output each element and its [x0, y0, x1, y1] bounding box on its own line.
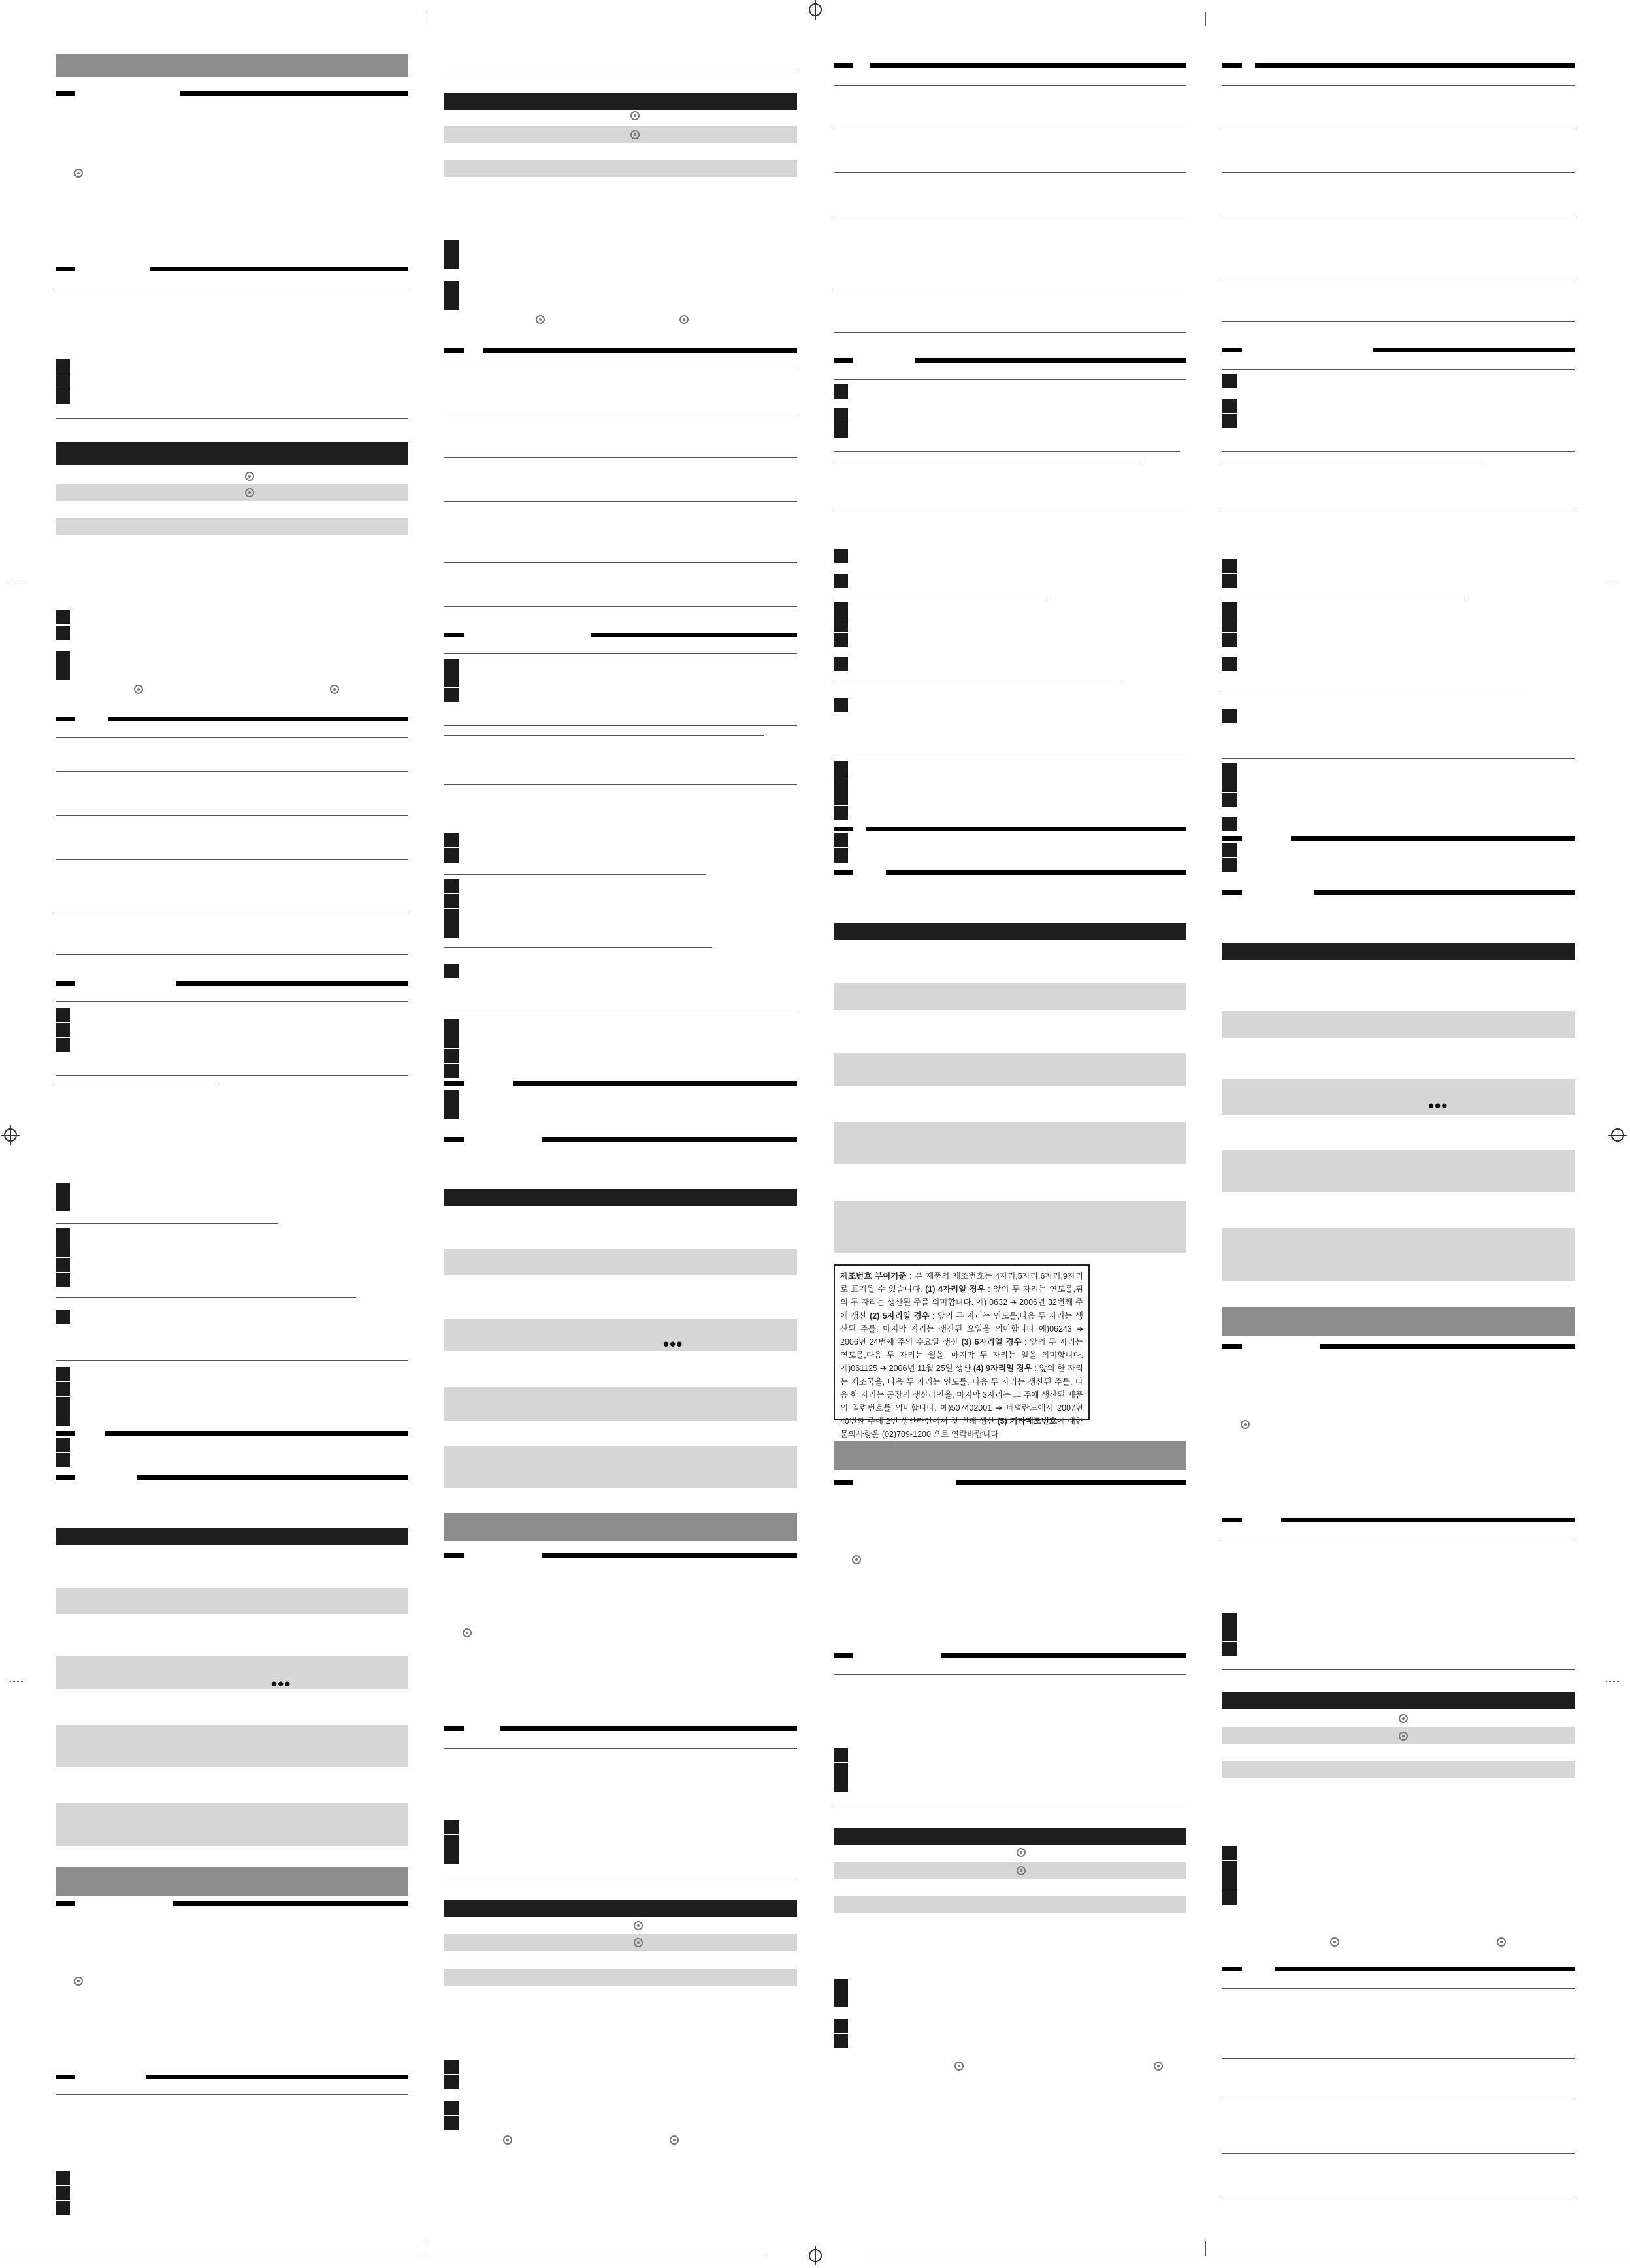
bullet-icon	[634, 1938, 643, 1947]
bullet-icon	[503, 2135, 512, 2145]
step-number	[834, 2034, 848, 2048]
bullet-icon	[630, 130, 640, 139]
fold-mark	[1205, 12, 1206, 26]
fold-mark	[1606, 585, 1620, 586]
step-number	[1222, 1890, 1237, 1905]
step-number	[1222, 793, 1237, 807]
heading-rule	[1275, 1967, 1575, 1971]
step-number	[56, 2171, 70, 2185]
heading-rule	[834, 827, 853, 831]
heading-rule	[834, 1480, 853, 1485]
table-header-band	[444, 93, 797, 110]
heading-rule	[56, 1431, 75, 1436]
step-number	[56, 1273, 70, 1287]
step-number	[834, 617, 848, 632]
step-number	[56, 1197, 70, 1211]
step-number	[834, 1993, 848, 2007]
step-number	[56, 1243, 70, 1257]
step-number	[834, 1748, 848, 1762]
step-number	[56, 1038, 70, 1052]
heading-rule	[1255, 63, 1575, 68]
step-number	[1222, 617, 1237, 632]
page-column-1	[56, 0, 408, 2268]
table-header-band	[444, 1189, 797, 1206]
divider	[1222, 451, 1575, 452]
divider	[56, 418, 408, 419]
table-row-band	[1222, 1011, 1575, 1038]
step-number	[56, 2201, 70, 2215]
step-number	[56, 665, 70, 680]
heading-rule	[444, 1726, 464, 1731]
step-number	[834, 1979, 848, 1993]
step-number	[56, 1438, 70, 1452]
table-row-band	[56, 484, 408, 501]
notice-case-label: (3) 6자리일 경우	[961, 1338, 1022, 1347]
step-number	[56, 1258, 70, 1272]
table-header-band	[1222, 943, 1575, 960]
step-number	[56, 651, 70, 665]
step-number	[56, 1008, 70, 1022]
step-number	[1222, 414, 1237, 428]
step-number	[1222, 843, 1237, 857]
divider	[444, 457, 797, 458]
notice-case-text: : 앞의 한 자리는 제조국을, 다음 두 자리는 연도를, 다음 두 자리는 생산된 주를, 다음 한 자리는 공장의 생산라인을, 마지막 3자리는 그 주에 생산된 제품의 일련번호를 의미합니다. 예)507402001 ➔ 네덜란드에서 2007년 40번째 주에 2번 생산라인에서 첫 번째 생산	[840, 1364, 1083, 1426]
table-row-band	[834, 1896, 1186, 1913]
step-number	[1222, 1875, 1237, 1890]
table-row-band	[1222, 1761, 1575, 1778]
table-row-band	[834, 1201, 1186, 1253]
step-number	[444, 255, 459, 269]
heading-rule	[483, 348, 797, 353]
heading-rule	[542, 1553, 797, 1558]
step-number	[834, 574, 848, 588]
divider	[444, 1748, 797, 1749]
step-number	[834, 384, 848, 399]
table-row-band	[444, 160, 797, 177]
step-number	[444, 1064, 459, 1078]
step-number	[444, 879, 459, 893]
heading-rule	[1222, 63, 1242, 68]
table-header-band	[834, 923, 1186, 940]
table-header-band	[56, 442, 408, 465]
divider	[1222, 1669, 1575, 1670]
step-number	[444, 2116, 459, 2130]
heading-rule	[834, 870, 853, 875]
step-number	[1222, 709, 1237, 723]
heading-rule	[941, 1653, 1186, 1658]
bullet-icon	[1330, 1937, 1339, 1947]
step-number	[56, 1453, 70, 1467]
section-band	[834, 1441, 1186, 1470]
heading-rule	[176, 981, 408, 986]
notice-intro: : 본 제품의 제조번호는 4자리,5자리,6자리,9자리로 표기될 수 있습니다.	[840, 1272, 1083, 1294]
step-number	[834, 776, 848, 791]
table-header-band	[56, 1528, 408, 1545]
section-band	[56, 1867, 408, 1896]
heading-rule	[834, 63, 853, 68]
divider	[1222, 172, 1575, 173]
section-band	[1222, 1307, 1575, 1336]
table-row-band	[444, 1249, 797, 1275]
heading-rule	[915, 358, 1186, 363]
page-column-3	[834, 0, 1186, 2268]
step-number	[834, 657, 848, 671]
divider	[1222, 758, 1575, 759]
registration-mark-icon	[809, 2249, 822, 2262]
table-row-band	[56, 1656, 408, 1694]
bullet-icon	[634, 1921, 643, 1930]
step-number	[444, 1090, 459, 1104]
table-header-band	[444, 1900, 797, 1917]
divider	[56, 954, 408, 955]
step-number	[444, 240, 459, 255]
step-number	[834, 698, 848, 712]
bullet-icon	[1017, 1866, 1026, 1875]
table-row-band	[444, 1446, 797, 1488]
registration-mark-icon	[4, 1128, 17, 1142]
ellipsis-icon: •••	[1428, 1096, 1448, 1115]
divider	[1222, 369, 1575, 370]
divider	[834, 332, 1186, 333]
divider	[444, 784, 797, 785]
divider	[1222, 85, 1575, 86]
step-number	[56, 1228, 70, 1243]
divider	[1222, 1988, 1575, 1989]
table-row-band	[1222, 1150, 1575, 1192]
step-number	[56, 389, 70, 404]
table-row-band	[56, 1803, 408, 1846]
step-number	[444, 909, 459, 923]
heading-rule	[1314, 890, 1575, 895]
heading-rule	[500, 1726, 797, 1731]
step-number	[834, 602, 848, 617]
step-number	[56, 1310, 70, 1324]
notice-case-text: : 앞의 두 자리는 연도를,뒤의 두 자리는 생산된 주를 의미합니다. 예) 0632 ➔ 2006년 32번째 주에 생산	[840, 1285, 1084, 1321]
heading-rule	[834, 1653, 853, 1658]
heading-rule	[56, 981, 75, 986]
fold-mark	[10, 1681, 24, 1683]
step-number	[56, 1023, 70, 1037]
table-row-band	[834, 983, 1186, 1010]
step-number	[444, 2060, 459, 2074]
table-row-band	[56, 518, 408, 535]
step-number	[444, 1849, 459, 1864]
fold-mark	[10, 585, 24, 586]
divider	[56, 859, 408, 860]
step-number	[834, 806, 848, 820]
notice-case-label: (4) 9자리일 경우	[973, 1364, 1032, 1373]
bullet-icon	[954, 2062, 964, 2071]
heading-rule	[105, 1431, 408, 1436]
bullet-icon	[1497, 1937, 1506, 1947]
step-number	[834, 2019, 848, 2033]
step-number	[56, 1382, 70, 1396]
section-band	[444, 1513, 797, 1541]
table-row-band	[834, 1862, 1186, 1879]
step-number	[444, 848, 459, 863]
divider	[56, 737, 408, 738]
manufacture-code-notice	[834, 1264, 1090, 1439]
bullet-icon	[463, 1628, 472, 1637]
step-number	[444, 1820, 459, 1834]
step-number	[1222, 1642, 1237, 1656]
divider	[444, 562, 797, 563]
heading-rule	[56, 91, 75, 96]
page-column-2	[444, 0, 797, 2268]
table-header-band	[1222, 1692, 1575, 1709]
bullet-icon	[245, 472, 254, 481]
step-number	[1222, 574, 1237, 588]
divider	[56, 1360, 408, 1361]
table-row-band	[834, 1053, 1186, 1086]
table-row-band	[56, 1725, 408, 1767]
bullet-icon	[74, 169, 83, 178]
divider	[1222, 2153, 1575, 2154]
heading-rule	[56, 1901, 75, 1906]
divider	[1222, 2058, 1575, 2059]
step-number	[56, 626, 70, 640]
heading-rule	[542, 1137, 797, 1142]
heading-rule	[1222, 890, 1242, 895]
step-number	[56, 1397, 70, 1411]
notice-case-text: 에 대한 문의사항은 (02)709-1200 으로 연락바랍니다	[840, 1417, 1084, 1439]
bullet-icon	[670, 2135, 679, 2145]
step-number	[834, 1763, 848, 1777]
step-number	[1222, 1613, 1237, 1627]
step-number	[56, 359, 70, 374]
heading-rule	[150, 267, 408, 271]
divider	[444, 874, 706, 875]
step-number	[444, 2075, 459, 2089]
heading-rule	[146, 2075, 408, 2079]
step-number	[834, 833, 848, 847]
step-number	[1222, 1861, 1237, 1875]
heading-rule	[866, 827, 1186, 831]
fold-mark	[1606, 1681, 1620, 1683]
step-number	[444, 1019, 459, 1034]
heading-rule	[173, 1901, 408, 1906]
step-number	[834, 408, 848, 423]
bullet-icon	[134, 685, 143, 694]
registration-mark-icon	[809, 3, 822, 16]
divider	[834, 172, 1186, 173]
divider	[834, 85, 1186, 86]
divider	[444, 735, 764, 736]
heading-rule	[870, 63, 1186, 68]
bullet-icon	[679, 315, 689, 324]
notice-case-text: : 앞의 두 자리는 연도를,다음 두 자리는 월을, 마지막 두 자리는 일을 의미합니다. 예)061125 ➔ 2006년 11월 25일 생산	[840, 1338, 1083, 1373]
divider	[834, 1674, 1186, 1675]
divider	[56, 1001, 408, 1002]
divider	[834, 379, 1186, 380]
step-number	[1222, 657, 1237, 671]
step-number	[1222, 858, 1237, 872]
table-row-band	[444, 1934, 797, 1951]
section-band	[56, 54, 408, 77]
bullet-icon	[1017, 1848, 1026, 1857]
step-number	[444, 659, 459, 673]
table-row-band	[444, 1319, 797, 1354]
divider	[56, 771, 408, 772]
divider	[834, 451, 1180, 452]
heading-rule	[444, 1081, 464, 1086]
notice-case-label: (2) 5자리일 경우	[870, 1311, 930, 1321]
step-number	[444, 1104, 459, 1119]
bullet-icon	[536, 315, 545, 324]
heading-rule	[1222, 348, 1242, 352]
step-number	[56, 374, 70, 389]
divider	[444, 725, 797, 726]
table-row-band	[1222, 1228, 1575, 1281]
step-number	[444, 923, 459, 938]
heading-rule	[108, 717, 408, 721]
step-number	[834, 791, 848, 805]
heading-rule	[591, 633, 797, 637]
heading-rule	[513, 1081, 797, 1086]
ellipsis-icon: •••	[663, 1334, 683, 1354]
step-number	[56, 1411, 70, 1426]
heading-rule	[886, 870, 1186, 875]
table-row-band	[56, 1588, 408, 1614]
step-number	[834, 1777, 848, 1792]
step-number	[834, 423, 848, 438]
bullet-icon	[74, 1977, 83, 1986]
bullet-icon	[1399, 1732, 1408, 1741]
step-number	[56, 1183, 70, 1197]
step-number	[444, 964, 459, 978]
step-number	[834, 549, 848, 563]
heading-rule	[56, 717, 75, 721]
divider	[56, 1075, 408, 1076]
heading-rule	[1222, 1967, 1242, 1971]
divider	[1222, 321, 1575, 322]
bullet-icon	[1241, 1420, 1250, 1429]
notice-heading: 제조번호 부여기준	[840, 1272, 907, 1281]
table-row-band	[444, 1387, 797, 1421]
heading-rule	[137, 1475, 408, 1480]
divider	[444, 606, 797, 607]
step-number	[834, 848, 848, 863]
bullet-icon	[245, 488, 254, 497]
step-number	[444, 688, 459, 702]
step-number	[1222, 1846, 1237, 1860]
heading-rule	[56, 1475, 75, 1480]
bullet-icon	[330, 685, 339, 694]
heading-rule	[1373, 348, 1575, 352]
step-number	[1222, 817, 1237, 831]
heading-rule	[56, 267, 75, 271]
heading-rule	[1281, 1518, 1575, 1522]
page-column-4	[1222, 0, 1575, 2268]
heading-rule	[444, 348, 464, 353]
heading-rule	[1320, 1344, 1575, 1349]
heading-rule	[444, 633, 464, 637]
notice-case-label: (1) 4자리일 경우	[925, 1285, 985, 1294]
fold-mark	[1205, 2241, 1206, 2256]
heading-rule	[1222, 1344, 1242, 1349]
table-row-band	[1222, 1079, 1575, 1115]
heading-rule	[180, 91, 408, 96]
step-number	[1222, 559, 1237, 573]
step-number	[834, 761, 848, 776]
bullet-icon	[1154, 2062, 1163, 2071]
step-number	[1222, 399, 1237, 413]
notice-case-label: (5) 기타제조번호	[997, 1417, 1057, 1426]
bullet-icon	[852, 1555, 861, 1564]
divider	[56, 815, 408, 816]
table-row-band	[444, 1969, 797, 1986]
table-header-band	[834, 1828, 1186, 1845]
heading-rule	[444, 1137, 464, 1142]
ellipsis-icon: •••	[271, 1674, 291, 1694]
step-number	[56, 1367, 70, 1381]
heading-rule	[956, 1480, 1186, 1485]
step-number	[1222, 763, 1237, 778]
bullet-icon	[630, 111, 640, 120]
step-number	[1222, 633, 1237, 647]
table-row-band	[444, 126, 797, 143]
step-number	[444, 1049, 459, 1063]
step-number	[444, 833, 459, 847]
step-number	[444, 1835, 459, 1849]
divider	[56, 2094, 408, 2095]
step-number	[834, 633, 848, 647]
step-number	[444, 2101, 459, 2115]
heading-rule	[56, 2075, 75, 2079]
step-number	[444, 673, 459, 687]
divider	[444, 947, 712, 948]
notice-case-text: : 앞의 두 자리는 연도를,다음 두 자리는 생산된 주를, 마지막 자리는 생산된 요일을 의미합니다 예)06243 ➔ 2006년 24번째 주의 수요일 생산	[840, 1311, 1083, 1347]
step-number	[444, 281, 459, 295]
step-number	[1222, 374, 1237, 388]
divider	[56, 1297, 356, 1298]
step-number	[444, 295, 459, 310]
heading-rule	[1222, 836, 1242, 841]
step-number	[1222, 778, 1237, 792]
step-number	[1222, 602, 1237, 617]
divider	[444, 653, 797, 654]
registration-mark-icon	[1611, 1128, 1624, 1142]
step-number	[1222, 1627, 1237, 1641]
table-row-band	[834, 1122, 1186, 1164]
divider	[56, 1223, 278, 1224]
heading-rule	[1291, 836, 1575, 841]
step-number	[56, 610, 70, 624]
heading-rule	[1222, 1518, 1242, 1522]
heading-rule	[834, 358, 853, 363]
step-number	[444, 894, 459, 908]
heading-rule	[444, 1553, 464, 1558]
divider	[444, 501, 797, 502]
step-number	[444, 1034, 459, 1048]
bullet-icon	[1399, 1714, 1408, 1723]
step-number	[56, 2186, 70, 2200]
